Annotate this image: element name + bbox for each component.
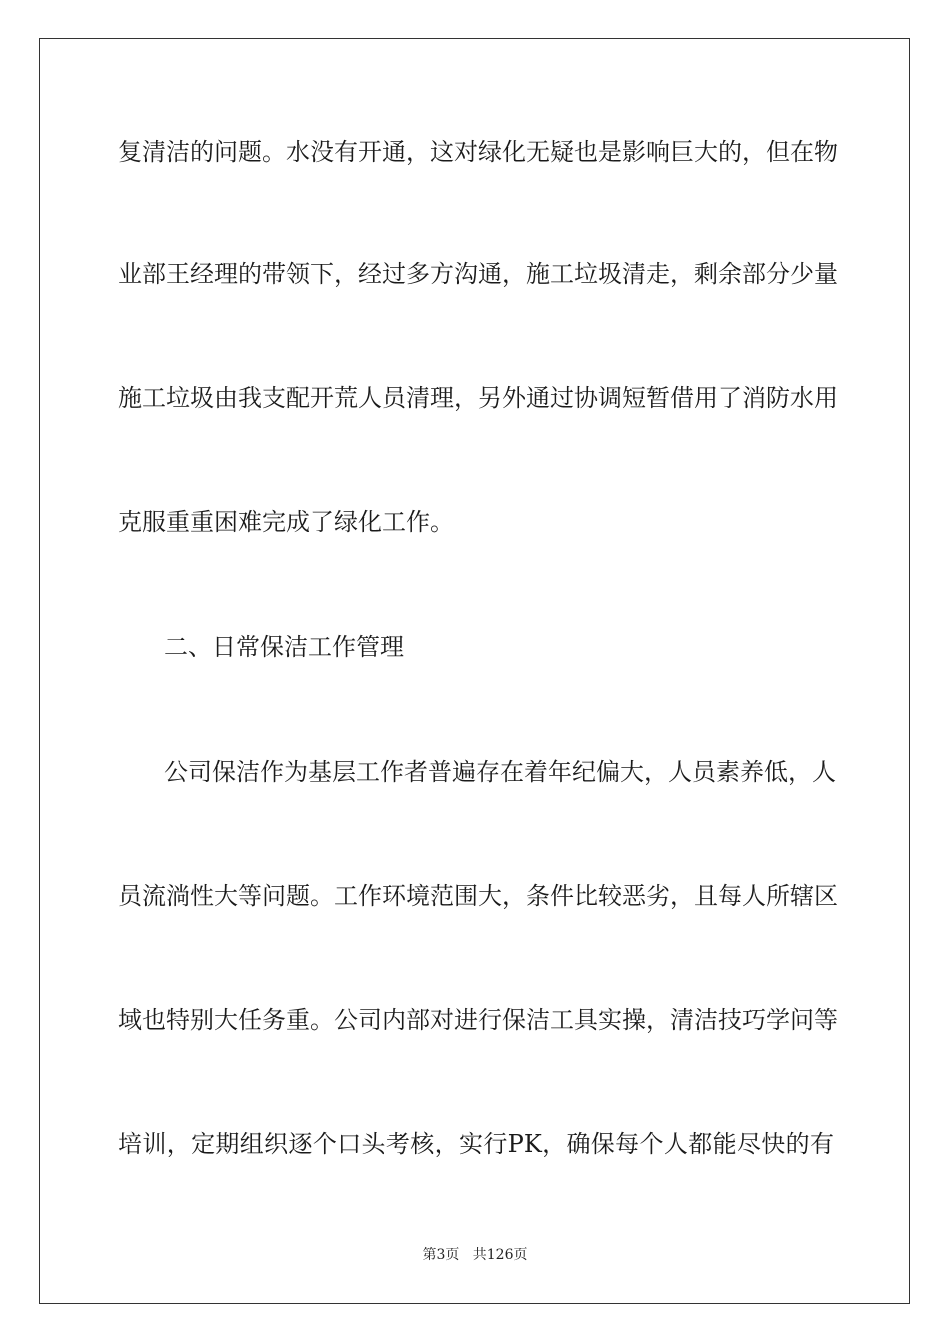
- page-border: [39, 38, 910, 1304]
- total-pages: 共126页: [472, 1247, 528, 1263]
- paragraph-line: 克服重重困难完成了绿化工作。: [118, 508, 454, 536]
- paragraph-line: 公司保洁作为基层工作者普遍存在着年纪偏大，人员素养低，人: [164, 758, 836, 786]
- paragraph-line: 复清洁的问题。水没有开通，这对绿化无疑也是影响巨大的，但在物: [118, 138, 838, 166]
- paragraph-line: 员流淌性大等问题。工作环境范围大，条件比较恶劣，且每人所辖区: [118, 882, 838, 910]
- paragraph-line: 培训，定期组织逐个口头考核，实行PK，确保每个人都能尽快的有: [118, 1130, 834, 1158]
- paragraph-line: 业部王经理的带领下，经过多方沟通，施工垃圾清走，剩余部分少量: [118, 260, 838, 288]
- paragraph-line: 施工垃圾由我支配开荒人员清理，另外通过协调短暂借用了消防水用: [118, 384, 838, 412]
- page-number: 第3页: [422, 1247, 460, 1263]
- section-heading: 二、日常保洁工作管理: [164, 633, 404, 661]
- page-footer: [0, 1246, 950, 1264]
- paragraph-line: 域也特别大任务重。公司内部对进行保洁工具实操，清洁技巧学问等: [118, 1006, 838, 1034]
